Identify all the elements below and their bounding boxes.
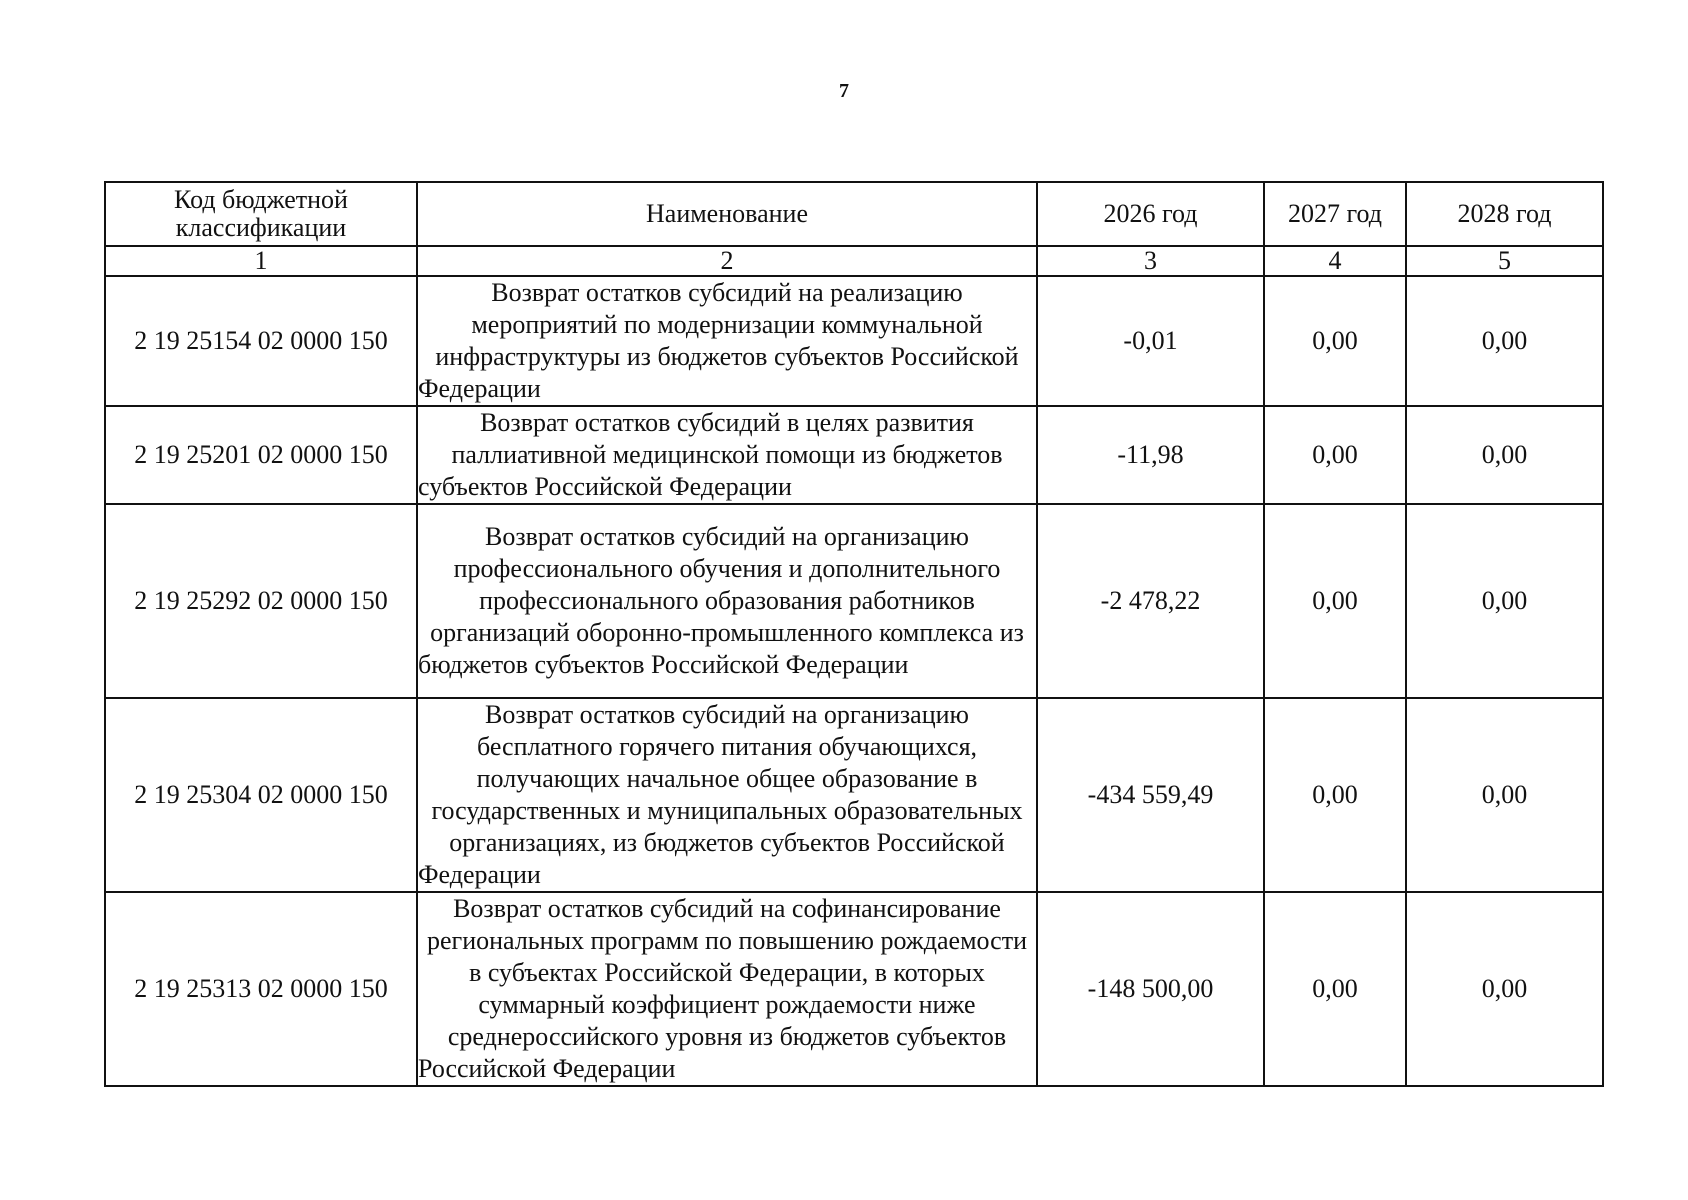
header-year-2026: 2026 год — [1037, 182, 1264, 246]
header-name: Наименование — [417, 182, 1037, 246]
value-2028-cell: 0,00 — [1406, 504, 1603, 698]
column-number: 2 — [417, 246, 1037, 276]
value-2026-cell: -434 559,49 — [1037, 698, 1264, 892]
value-2026-cell: -148 500,00 — [1037, 892, 1264, 1086]
table-row — [105, 892, 1603, 1086]
value-2026-cell: -0,01 — [1037, 276, 1264, 406]
name-cell: Возврат остатков субсидий на организацию бесплатного горячего питания обучающихся, получающих начальное общее образование в государственных и муниципальных образовательных организациях, из бюджетов субъектов Российской Федерации — [417, 698, 1037, 892]
value-2026-cell: -2 478,22 — [1037, 504, 1264, 698]
value-2027-cell: 0,00 — [1264, 406, 1406, 504]
code-cell: 2 19 25292 02 0000 150 — [105, 504, 417, 698]
code-cell: 2 19 25154 02 0000 150 — [105, 276, 417, 406]
value-2028-cell: 0,00 — [1406, 892, 1603, 1086]
code-cell: 2 19 25201 02 0000 150 — [105, 406, 417, 504]
table-row — [105, 276, 1603, 406]
name-cell: Возврат остатков субсидий на софинансирование региональных программ по повышению рождаемости в субъектах Российской Федерации, в которых суммарный коэффициент рождаемости ниже среднероссийского уровня из бюджетов субъектов Российской Федерации — [417, 892, 1037, 1086]
name-cell: Возврат остатков субсидий на реализацию мероприятий по модернизации коммунальной инфраструктуры из бюджетов субъектов Российской Федерации — [417, 276, 1037, 406]
column-number: 4 — [1264, 246, 1406, 276]
value-2027-cell: 0,00 — [1264, 698, 1406, 892]
table-row — [105, 698, 1603, 892]
value-2028-cell: 0,00 — [1406, 698, 1603, 892]
code-cell: 2 19 25313 02 0000 150 — [105, 892, 417, 1086]
value-2028-cell: 0,00 — [1406, 276, 1603, 406]
column-number: 5 — [1406, 246, 1603, 276]
header-year-2027: 2027 год — [1264, 182, 1406, 246]
value-2027-cell: 0,00 — [1264, 892, 1406, 1086]
value-2026-cell: -11,98 — [1037, 406, 1264, 504]
header-year-2028: 2028 год — [1406, 182, 1603, 246]
table-row — [105, 406, 1603, 504]
name-cell: Возврат остатков субсидий на организацию профессионального обучения и дополнительного профессионального образования работников организаций оборонно-промышленного комплекса из бюджетов субъектов Российской Федерации — [417, 504, 1037, 698]
code-cell: 2 19 25304 02 0000 150 — [105, 698, 417, 892]
table-row — [105, 504, 1603, 698]
page-number: 7 — [839, 80, 849, 102]
column-number: 3 — [1037, 246, 1264, 276]
header-code: Код бюджетной классификации — [105, 182, 417, 246]
budget-table — [104, 181, 1604, 1087]
table-header-row — [105, 182, 1603, 246]
name-cell: Возврат остатков субсидий в целях развития паллиативной медицинской помощи из бюджетов субъектов Российской Федерации — [417, 406, 1037, 504]
column-number-row — [105, 246, 1603, 276]
value-2028-cell: 0,00 — [1406, 406, 1603, 504]
value-2027-cell: 0,00 — [1264, 504, 1406, 698]
column-number: 1 — [105, 246, 417, 276]
value-2027-cell: 0,00 — [1264, 276, 1406, 406]
